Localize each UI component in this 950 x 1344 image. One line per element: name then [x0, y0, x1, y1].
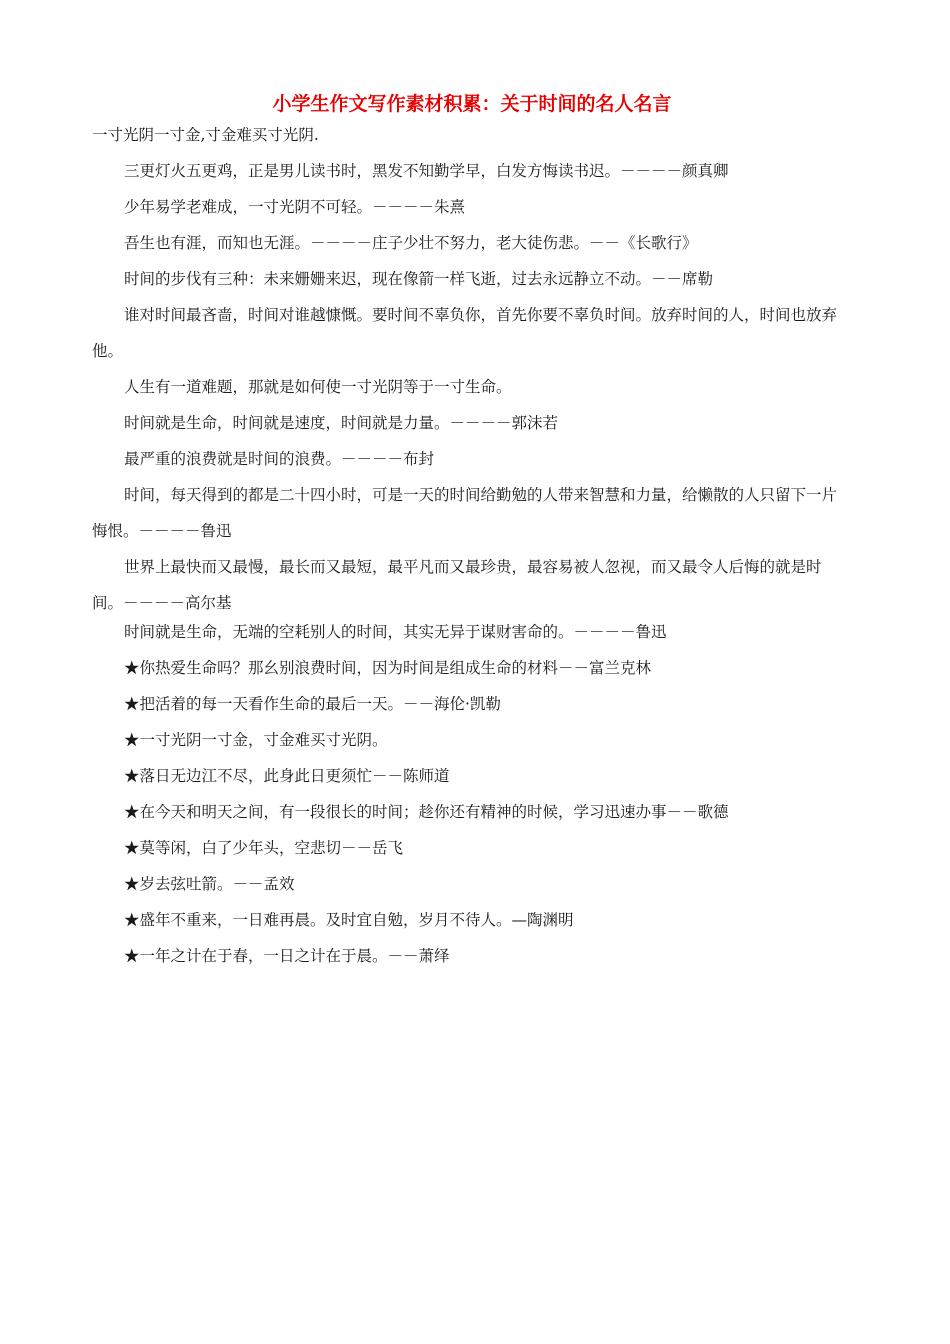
quote-paragraph: 少年易学老难成，一寸光阴不可轻。－－－－朱熹 [124, 198, 466, 216]
quote-paragraph: ★把活着的每一天看作生命的最后一天。－－海伦·凯勒 [124, 695, 501, 713]
quote-paragraph: ★岁去弦吐箭。－－孟效 [124, 875, 295, 893]
quote-paragraph: 时间的步伐有三种：未来姗姗来迟，现在像箭一样飞逝，过去永远静立不动。－－席勒 [124, 270, 714, 288]
quote-paragraph: ★莫等闲，白了少年头，空悲切－－岳飞 [124, 839, 404, 857]
lead-line: 一寸光阴一寸金,寸金难买寸光阴. [92, 126, 319, 144]
quote-paragraph: 人生有一道难题，那就是如何使一寸光阴等于一寸生命。 [124, 378, 512, 396]
quote-paragraph: ★一寸光阴一寸金，寸金难买寸光阴。 [124, 731, 388, 749]
document-page [92, 92, 852, 981]
document-title: 小学生作文写作素材积累：关于时间的名人名言 [272, 93, 672, 115]
quote-paragraph: 时间，每天得到的都是二十四小时，可是一天的时间给勤勉的人带来智慧和力量，给懒散的人只留下一片悔恨。－－－－鲁迅 [92, 486, 838, 540]
quote-paragraph: 世界上最快而又最慢，最长而又最短，最平凡而又最珍贵，最容易被人忽视，而又最令人后悔的就是时间。－－－－高尔基 [92, 558, 822, 612]
quote-paragraph: ★落日无边江不尽，此身此日更须忙－－陈师道 [124, 767, 450, 785]
quote-paragraph: 吾生也有涯，而知也无涯。－－－－庄子少壮不努力，老大徒伤悲。－－《长歌行》 [124, 234, 698, 252]
quote-paragraph: 最严重的浪费就是时间的浪费。－－－－布封 [124, 450, 435, 468]
quote-paragraph: 三更灯火五更鸡，正是男儿读书时，黑发不知勤学早，白发方悔读书迟。－－－－颜真卿 [124, 162, 729, 180]
quote-paragraph: ★在今天和明天之间，有一段很长的时间；趁你还有精神的时候，学习迅速办事－－歌德 [124, 803, 729, 821]
quote-paragraph: 时间就是生命，无端的空耗别人的时间，其实无异于谋财害命的。－－－－鲁迅 [124, 623, 667, 641]
quote-paragraph: 时间就是生命，时间就是速度，时间就是力量。－－－－郭沫若 [124, 414, 559, 432]
quote-paragraph: ★盛年不重来，一日难再晨。及时宜自勉，岁月不待人。—陶渊明 [124, 911, 574, 929]
quote-paragraph: ★一年之计在于春，一日之计在于晨。－－萧绎 [124, 947, 450, 965]
quote-paragraph: ★你热爱生命吗？那幺别浪费时间，因为时间是组成生命的材料－－富兰克林 [124, 659, 652, 677]
quote-paragraph: 谁对时间最吝啬，时间对谁越慷慨。要时间不辜负你，首先你要不辜负时间。放弃时间的人，时间也放弃他。 [92, 306, 838, 360]
